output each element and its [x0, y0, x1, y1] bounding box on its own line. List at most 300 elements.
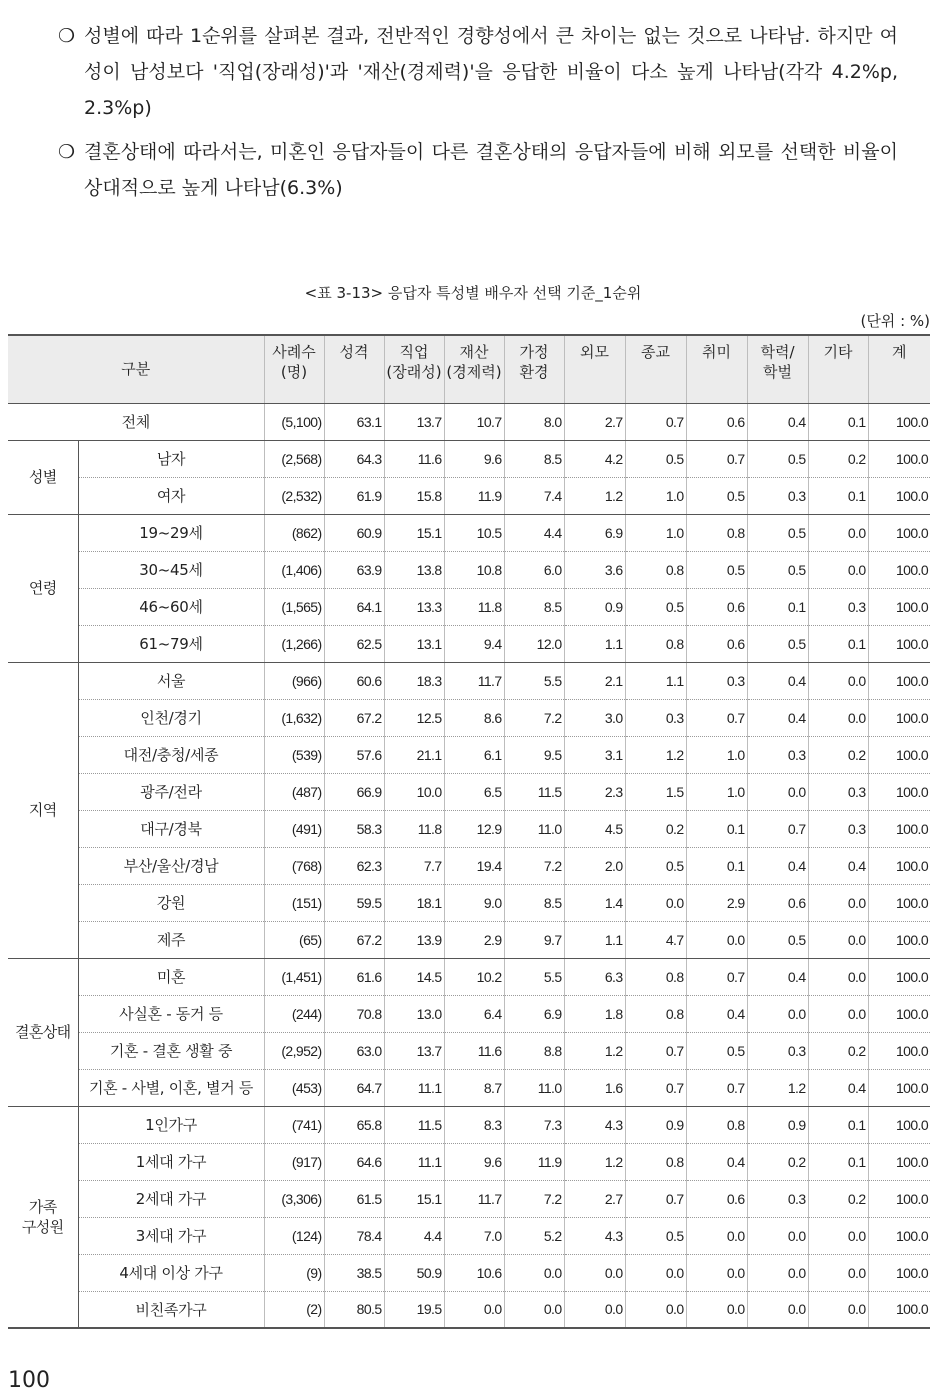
table-cell: 21.1 [384, 736, 444, 773]
table-cell: 1.8 [564, 995, 625, 1032]
row-label: 30~45세 [78, 551, 264, 588]
table-cell: 0.0 [747, 1291, 808, 1328]
table-cell: 6.9 [504, 995, 564, 1032]
table-cell: 6.3 [564, 958, 625, 995]
table-row [8, 810, 930, 847]
table-cell: 5.5 [504, 958, 564, 995]
table-row [8, 662, 930, 699]
table-cell: (453) [264, 1069, 324, 1106]
table-cell: 57.6 [324, 736, 384, 773]
bullet-item-marital [58, 134, 898, 206]
table-cell: 10.6 [444, 1254, 504, 1291]
table-cell: 13.1 [384, 625, 444, 662]
table-cell: 0.1 [808, 477, 868, 514]
table-cell: 10.0 [384, 773, 444, 810]
table-row [8, 514, 930, 551]
table-cell: 0.0 [808, 514, 868, 551]
table-cell: 0.6 [686, 588, 747, 625]
table-cell: 13.3 [384, 588, 444, 625]
row-label: 2세대 가구 [78, 1180, 264, 1217]
table-cell: 0.6 [747, 884, 808, 921]
group-label: 가족 구성원 [8, 1106, 78, 1328]
table-cell: 1.0 [625, 477, 686, 514]
table-cell: 0.5 [625, 1217, 686, 1254]
row-label: 기혼 - 결혼 생활 중 [78, 1032, 264, 1069]
table-cell: 0.1 [808, 1106, 868, 1143]
table-cell: 1.2 [564, 1143, 625, 1180]
table-cell: 1.6 [564, 1069, 625, 1106]
row-label: 여자 [78, 477, 264, 514]
table-cell: 11.0 [504, 810, 564, 847]
table-cell: 0.0 [625, 1254, 686, 1291]
table-cell: 0.4 [747, 699, 808, 736]
table-cell: 50.9 [384, 1254, 444, 1291]
table-cell: 9.4 [444, 625, 504, 662]
data-table [8, 334, 930, 1329]
header-cell: 직업 (장래성) [384, 335, 444, 403]
table-cell: 0.0 [444, 1291, 504, 1328]
table-cell: 11.0 [504, 1069, 564, 1106]
table-cell: 13.8 [384, 551, 444, 588]
table-cell: 11.5 [384, 1106, 444, 1143]
group-label: 결혼상태 [8, 958, 78, 1106]
table-cell: 0.9 [625, 1106, 686, 1143]
table-cell: 18.1 [384, 884, 444, 921]
table-cell: 1.0 [686, 736, 747, 773]
table-cell: 4.3 [564, 1217, 625, 1254]
table-cell: (1,266) [264, 625, 324, 662]
table-cell: 11.6 [384, 440, 444, 477]
table-cell: 0.2 [808, 1032, 868, 1069]
table-cell: (487) [264, 773, 324, 810]
table-cell: 0.3 [808, 588, 868, 625]
table-cell: 0.3 [808, 810, 868, 847]
table-cell: 12.9 [444, 810, 504, 847]
table-cell: 100.0 [868, 1069, 930, 1106]
table-cell: 0.3 [747, 736, 808, 773]
table-cell: 1.1 [564, 921, 625, 958]
table-cell: 0.7 [625, 403, 686, 440]
table-cell: 1.2 [564, 477, 625, 514]
bullet-list [58, 18, 898, 214]
table-cell: 61.9 [324, 477, 384, 514]
table-caption: <표 3-13> 응답자 특성별 배우자 선택 기준_1순위 [304, 284, 642, 302]
table-cell: 0.8 [625, 958, 686, 995]
table-cell: 2.7 [564, 403, 625, 440]
table-cell: 0.6 [686, 625, 747, 662]
table-cell: 11.1 [384, 1069, 444, 1106]
page-number: 100 [8, 1368, 50, 1393]
row-label: 남자 [78, 440, 264, 477]
row-label: 1인가구 [78, 1106, 264, 1143]
table-cell: 0.0 [625, 1291, 686, 1328]
table-cell: 100.0 [868, 773, 930, 810]
table-cell: 2.0 [564, 847, 625, 884]
table-cell: 61.6 [324, 958, 384, 995]
table-cell: 0.1 [686, 810, 747, 847]
row-label: 19~29세 [78, 514, 264, 551]
table-row [8, 440, 930, 477]
table-cell: 0.5 [686, 477, 747, 514]
table-cell: 11.8 [444, 588, 504, 625]
table-cell: 0.2 [747, 1143, 808, 1180]
table-cell: 58.3 [324, 810, 384, 847]
header-cell: 재산 (경제력) [444, 335, 504, 403]
table-cell: 0.0 [504, 1254, 564, 1291]
table-row [8, 1180, 930, 1217]
table-cell: 100.0 [868, 588, 930, 625]
table-cell: 1.1 [564, 625, 625, 662]
table-cell: 6.4 [444, 995, 504, 1032]
table-cell: 6.9 [564, 514, 625, 551]
table-cell: 15.8 [384, 477, 444, 514]
table-cell: 0.4 [808, 1069, 868, 1106]
table-cell: 1.2 [564, 1032, 625, 1069]
table-cell: (2) [264, 1291, 324, 1328]
table-row [8, 1106, 930, 1143]
table-cell: (491) [264, 810, 324, 847]
table-cell: 1.5 [625, 773, 686, 810]
table-cell: 0.5 [625, 588, 686, 625]
table-cell: (9) [264, 1254, 324, 1291]
table-cell: 1.4 [564, 884, 625, 921]
table-cell: 100.0 [868, 884, 930, 921]
table-cell: 7.7 [384, 847, 444, 884]
table-cell: 2.1 [564, 662, 625, 699]
table-cell: 0.1 [747, 588, 808, 625]
table-row [8, 958, 930, 995]
table-row [8, 773, 930, 810]
table-cell: 100.0 [868, 625, 930, 662]
bullet-text: 성별에 따라 1순위를 살펴본 결과, 전반적인 경향성에서 큰 차이는 없는 것으로 나타남. 하지만 여성이 남성보다 '직업(장래성)'과 '재산(경제력)'을 응답한 비율이 다소 높게 나타남(각각 4.2%p, 2.3%p) [84, 25, 898, 119]
table-cell: (5,100) [264, 403, 324, 440]
table-cell: 67.2 [324, 699, 384, 736]
table-cell: 0.5 [625, 847, 686, 884]
table-cell: 0.7 [747, 810, 808, 847]
table-cell: 100.0 [868, 995, 930, 1032]
header-cell: 가정 환경 [504, 335, 564, 403]
table-row [8, 884, 930, 921]
table-cell: 64.6 [324, 1143, 384, 1180]
row-label: 광주/전라 [78, 773, 264, 810]
group-label: 연령 [8, 514, 78, 662]
table-cell: 100.0 [868, 477, 930, 514]
table-cell: 0.9 [747, 1106, 808, 1143]
table-cell: 0.4 [686, 1143, 747, 1180]
table-cell: 6.0 [504, 551, 564, 588]
table-cell: 9.6 [444, 440, 504, 477]
table-cell: 0.0 [808, 1217, 868, 1254]
header-cell: 계 [868, 335, 930, 403]
table-cell: 0.0 [504, 1291, 564, 1328]
table-cell: 3.1 [564, 736, 625, 773]
header-cell: 종교 [625, 335, 686, 403]
table-cell: 11.9 [504, 1143, 564, 1180]
table-cell: 0.0 [564, 1291, 625, 1328]
table-cell: 64.3 [324, 440, 384, 477]
table-cell: 7.2 [504, 699, 564, 736]
table-cell: 0.1 [808, 403, 868, 440]
table-cell: (3,306) [264, 1180, 324, 1217]
table-cell: 3.0 [564, 699, 625, 736]
table-row [8, 588, 930, 625]
table-cell: 1.2 [625, 736, 686, 773]
table-row [8, 625, 930, 662]
table-cell: 4.5 [564, 810, 625, 847]
table-cell: 100.0 [868, 403, 930, 440]
table-cell: 0.2 [808, 736, 868, 773]
table-cell: 8.0 [504, 403, 564, 440]
table-cell: 100.0 [868, 1217, 930, 1254]
table-cell: (741) [264, 1106, 324, 1143]
table-cell: 0.3 [747, 1032, 808, 1069]
table-row [8, 477, 930, 514]
table-cell: 0.7 [686, 958, 747, 995]
table-row-total [8, 403, 930, 440]
table-cell: 1.1 [625, 662, 686, 699]
table-cell: 100.0 [868, 1106, 930, 1143]
table-cell: 0.5 [686, 551, 747, 588]
table-cell: 8.5 [504, 440, 564, 477]
table-cell: 0.0 [808, 995, 868, 1032]
table-cell: 100.0 [868, 1254, 930, 1291]
table-cell: 0.3 [747, 1180, 808, 1217]
table-cell: 2.3 [564, 773, 625, 810]
row-label: 대전/충청/세종 [78, 736, 264, 773]
table-cell: 11.1 [384, 1143, 444, 1180]
header-cell-category: 구분 [8, 335, 264, 403]
table-row [8, 847, 930, 884]
table-cell: 11.5 [504, 773, 564, 810]
table-cell: 4.4 [504, 514, 564, 551]
table-cell: 0.0 [747, 995, 808, 1032]
table-cell: 5.2 [504, 1217, 564, 1254]
table-cell: 13.0 [384, 995, 444, 1032]
table-cell: 100.0 [868, 551, 930, 588]
table-cell: 62.5 [324, 625, 384, 662]
table-cell: 19.4 [444, 847, 504, 884]
table-cell: 8.7 [444, 1069, 504, 1106]
table-row [8, 1254, 930, 1291]
table-cell: 0.0 [686, 1217, 747, 1254]
row-label: 1세대 가구 [78, 1143, 264, 1180]
table-cell: 0.1 [808, 1143, 868, 1180]
table-cell: 0.5 [625, 440, 686, 477]
table-cell: (917) [264, 1143, 324, 1180]
table-cell: 63.1 [324, 403, 384, 440]
table-cell: 63.0 [324, 1032, 384, 1069]
table-cell: 0.5 [686, 1032, 747, 1069]
table-cell: 0.4 [808, 847, 868, 884]
table-cell: (1,565) [264, 588, 324, 625]
table-cell: 0.0 [747, 1217, 808, 1254]
table-cell: 59.5 [324, 884, 384, 921]
row-label: 비친족가구 [78, 1291, 264, 1328]
table-cell: (2,952) [264, 1032, 324, 1069]
table-unit: (단위 : %) [860, 312, 930, 330]
table-cell: 8.5 [504, 884, 564, 921]
table-cell: 11.7 [444, 662, 504, 699]
table-row [8, 1291, 930, 1328]
table-cell: 0.5 [747, 921, 808, 958]
table-cell: 0.7 [625, 1180, 686, 1217]
table-cell: 0.4 [686, 995, 747, 1032]
table-cell: 100.0 [868, 699, 930, 736]
table-cell: 62.3 [324, 847, 384, 884]
table-cell: 0.7 [686, 440, 747, 477]
table-cell: 0.8 [625, 995, 686, 1032]
table-row [8, 1032, 930, 1069]
table-cell: (65) [264, 921, 324, 958]
table-cell: 5.5 [504, 662, 564, 699]
table-cell: 9.0 [444, 884, 504, 921]
table-cell: 0.7 [625, 1032, 686, 1069]
table-cell: 100.0 [868, 921, 930, 958]
table-cell: 0.0 [686, 921, 747, 958]
table-cell: 10.2 [444, 958, 504, 995]
table-cell: 6.5 [444, 773, 504, 810]
table-cell: 100.0 [868, 810, 930, 847]
table-cell: 100.0 [868, 847, 930, 884]
table-cell: 13.7 [384, 403, 444, 440]
table-cell: 100.0 [868, 440, 930, 477]
group-label: 지역 [8, 662, 78, 958]
table-row [8, 1143, 930, 1180]
table-cell: 0.3 [747, 477, 808, 514]
table-cell: 64.7 [324, 1069, 384, 1106]
row-label: 부산/울산/경남 [78, 847, 264, 884]
table-cell: 11.8 [384, 810, 444, 847]
table-cell: 0.0 [564, 1254, 625, 1291]
table-cell: 100.0 [868, 662, 930, 699]
table-cell: 9.6 [444, 1143, 504, 1180]
table-cell: 0.7 [686, 699, 747, 736]
table-cell: 11.6 [444, 1032, 504, 1069]
table-cell: (1,406) [264, 551, 324, 588]
table-cell: 64.1 [324, 588, 384, 625]
table-cell: 7.3 [504, 1106, 564, 1143]
row-label: 미혼 [78, 958, 264, 995]
header-cell: 취미 [686, 335, 747, 403]
table-cell: 1.0 [686, 773, 747, 810]
table-cell: 0.8 [625, 1143, 686, 1180]
bullet-item-gender [58, 18, 898, 126]
table-cell: 0.5 [747, 551, 808, 588]
header-cell: 사례수 (명) [264, 335, 324, 403]
table-cell: 3.6 [564, 551, 625, 588]
table-row [8, 736, 930, 773]
table-cell: 8.8 [504, 1032, 564, 1069]
table-cell: 80.5 [324, 1291, 384, 1328]
table-cell: 0.3 [808, 773, 868, 810]
table-cell: (151) [264, 884, 324, 921]
table-cell: 0.8 [686, 1106, 747, 1143]
table-cell: (1,451) [264, 958, 324, 995]
table-cell: 0.4 [747, 958, 808, 995]
header-cell: 성격 [324, 335, 384, 403]
row-label: 대구/경북 [78, 810, 264, 847]
table-cell: 0.0 [808, 1254, 868, 1291]
table-row [8, 921, 930, 958]
table-cell: (2,532) [264, 477, 324, 514]
table-cell: 100.0 [868, 1180, 930, 1217]
table-cell: 100.0 [868, 1032, 930, 1069]
table-cell: (1,632) [264, 699, 324, 736]
table-cell: 0.6 [686, 1180, 747, 1217]
row-label: 강원 [78, 884, 264, 921]
table-cell: 8.5 [504, 588, 564, 625]
table-body [8, 403, 930, 1328]
row-label: 3세대 가구 [78, 1217, 264, 1254]
table-cell: 9.5 [504, 736, 564, 773]
table-cell: 65.8 [324, 1106, 384, 1143]
table-cell: (539) [264, 736, 324, 773]
table-cell: 7.0 [444, 1217, 504, 1254]
table-cell: 0.5 [747, 440, 808, 477]
table-cell: 2.9 [686, 884, 747, 921]
table-cell: (862) [264, 514, 324, 551]
table-cell: 60.9 [324, 514, 384, 551]
table-cell: 19.5 [384, 1291, 444, 1328]
table-cell: 15.1 [384, 1180, 444, 1217]
table-cell: 13.7 [384, 1032, 444, 1069]
table-cell: (768) [264, 847, 324, 884]
table-cell: 0.3 [686, 662, 747, 699]
table-cell: 100.0 [868, 1291, 930, 1328]
row-label: 인천/경기 [78, 699, 264, 736]
table-cell: 0.1 [808, 625, 868, 662]
table-cell: 0.8 [625, 551, 686, 588]
header-cell: 학력/ 학벌 [747, 335, 808, 403]
header-cell: 기타 [808, 335, 868, 403]
table-cell: 0.2 [625, 810, 686, 847]
table-cell: 2.9 [444, 921, 504, 958]
table-cell: 2.7 [564, 1180, 625, 1217]
bullet-mark: ❍ [58, 141, 76, 163]
row-label: 전체 [8, 403, 264, 440]
table-cell: 0.0 [686, 1254, 747, 1291]
table-cell: 15.1 [384, 514, 444, 551]
table-row [8, 699, 930, 736]
table-cell: 0.2 [808, 440, 868, 477]
table-cell: 70.8 [324, 995, 384, 1032]
table-row [8, 995, 930, 1032]
table-cell: 6.1 [444, 736, 504, 773]
table-cell: (244) [264, 995, 324, 1032]
table-row [8, 1217, 930, 1254]
table-cell: 100.0 [868, 958, 930, 995]
table-cell: 0.1 [686, 847, 747, 884]
table-cell: 4.3 [564, 1106, 625, 1143]
table-cell: 67.2 [324, 921, 384, 958]
table-cell: 4.4 [384, 1217, 444, 1254]
table-cell: 0.8 [625, 625, 686, 662]
table-cell: 0.0 [808, 551, 868, 588]
table-cell: 61.5 [324, 1180, 384, 1217]
table-cell: 0.6 [686, 403, 747, 440]
table-cell: 0.3 [625, 699, 686, 736]
table-cell: 0.4 [747, 662, 808, 699]
table-cell: 4.7 [625, 921, 686, 958]
table-cell: 18.3 [384, 662, 444, 699]
table-cell: 0.5 [747, 514, 808, 551]
table-cell: 66.9 [324, 773, 384, 810]
group-label: 성별 [8, 440, 78, 514]
table-cell: 11.7 [444, 1180, 504, 1217]
table-cell: 0.7 [625, 1069, 686, 1106]
table-cell: 9.7 [504, 921, 564, 958]
table-cell: 0.0 [625, 884, 686, 921]
